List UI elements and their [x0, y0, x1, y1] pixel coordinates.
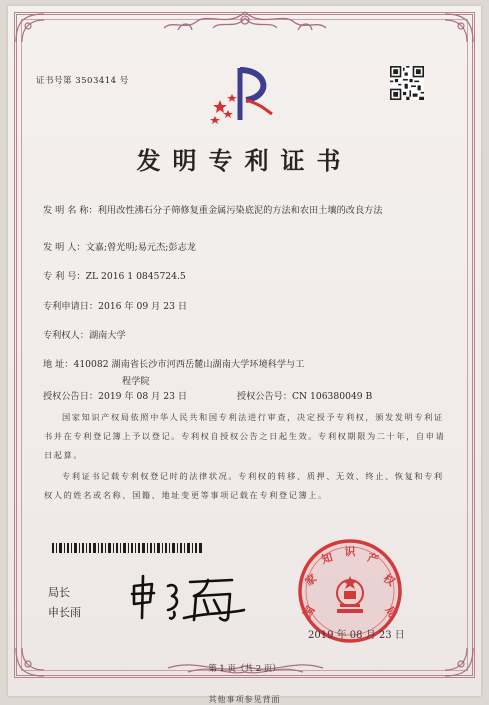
filing-date-row [43, 298, 187, 312]
inventor-label: 发 明 人： [43, 242, 86, 253]
qr-code-icon [390, 66, 424, 100]
svg-text:家: 家 [302, 571, 320, 589]
certificate-number-label: 证书号第 [36, 76, 73, 86]
certificate-number-value: 3503414 [75, 76, 117, 86]
svg-text:知: 知 [319, 550, 335, 567]
filing-date-value: 2016 年 09 月 23 日 [98, 301, 188, 312]
patent-number-value: ZL 2016 1 0845724.5 [85, 271, 186, 282]
grant-date-value: 2019 年 08 月 23 日 [98, 391, 188, 402]
grant-statement-paragraph: 国家知识产权局依照中华人民共和国专利法进行审查，决定授予专利权，颁发发明专利证书并在专利登记簿上予以登记。专利权自授权公告之日起生效。专利权期限为二十年，自申请日起算。 [44, 412, 446, 460]
top-ornament-icon [158, 8, 333, 38]
patentee-label: 专利权人： [43, 330, 89, 341]
patentee-row [43, 327, 126, 341]
corner-ornament-icon [437, 12, 475, 50]
certificate-number-suffix: 号 [119, 76, 129, 86]
certificate-paper [8, 6, 481, 704]
address-value: 410082 湖南省长沙市河西岳麓山湖南大学环境科学与工 [73, 359, 305, 370]
svg-text:识: 识 [344, 545, 356, 558]
handwritten-signature-icon [128, 572, 248, 626]
inventor-value: 文嘉;曾光明;易元杰;彭志龙 [85, 242, 196, 253]
grant-number-value: CN 106380049 B [292, 391, 373, 402]
barcode-icon [52, 543, 202, 553]
invention-name-value: 利用改性沸石分子筛修复重金属污染底泥的方法和农田土壤的改良方法 [97, 205, 383, 216]
svg-text:权: 权 [380, 571, 398, 589]
footer-note: 其他事项参见背面 [208, 695, 281, 704]
svg-text:国: 国 [300, 604, 318, 621]
seal-date: 2019 年 08 月 23 日 [308, 630, 405, 641]
grant-date-label: 授权公告日： [43, 391, 99, 402]
invention-name-row [43, 202, 383, 216]
grant-row [43, 388, 372, 402]
address-row [43, 356, 304, 370]
director-title: 局长 [48, 586, 70, 599]
address-label: 地 址： [43, 359, 74, 370]
address-value-line2: 程学院 [122, 376, 150, 387]
svg-text:产: 产 [365, 550, 381, 567]
corner-ornament-icon [14, 12, 52, 50]
director-name: 申长雨 [48, 606, 81, 619]
invention-name-label: 发 明 名 称： [43, 205, 98, 216]
page-number: 第 1 页（共 2 页） [208, 664, 281, 674]
patent-number-row [43, 268, 186, 282]
grant-number-label: 授权公告号： [236, 391, 293, 402]
filing-date-label: 专利申请日： [43, 301, 99, 312]
patentee-value: 湖南大学 [88, 330, 126, 341]
svg-text:局: 局 [382, 604, 400, 621]
patent-number-label: 专 利 号： [43, 271, 86, 282]
inventor-row [43, 239, 196, 253]
patent-office-logo-icon [206, 64, 278, 126]
certificate-title: 发明专利证书 [136, 146, 353, 175]
legal-status-paragraph: 专利证书记载专利权登记时的法律状况。专利权的转移、质押、无效、终止、恢复和专利权人的姓名或名称、国籍、地址变更等事项记载在专利登记簿上。 [44, 471, 444, 500]
certificate-number [36, 74, 129, 86]
